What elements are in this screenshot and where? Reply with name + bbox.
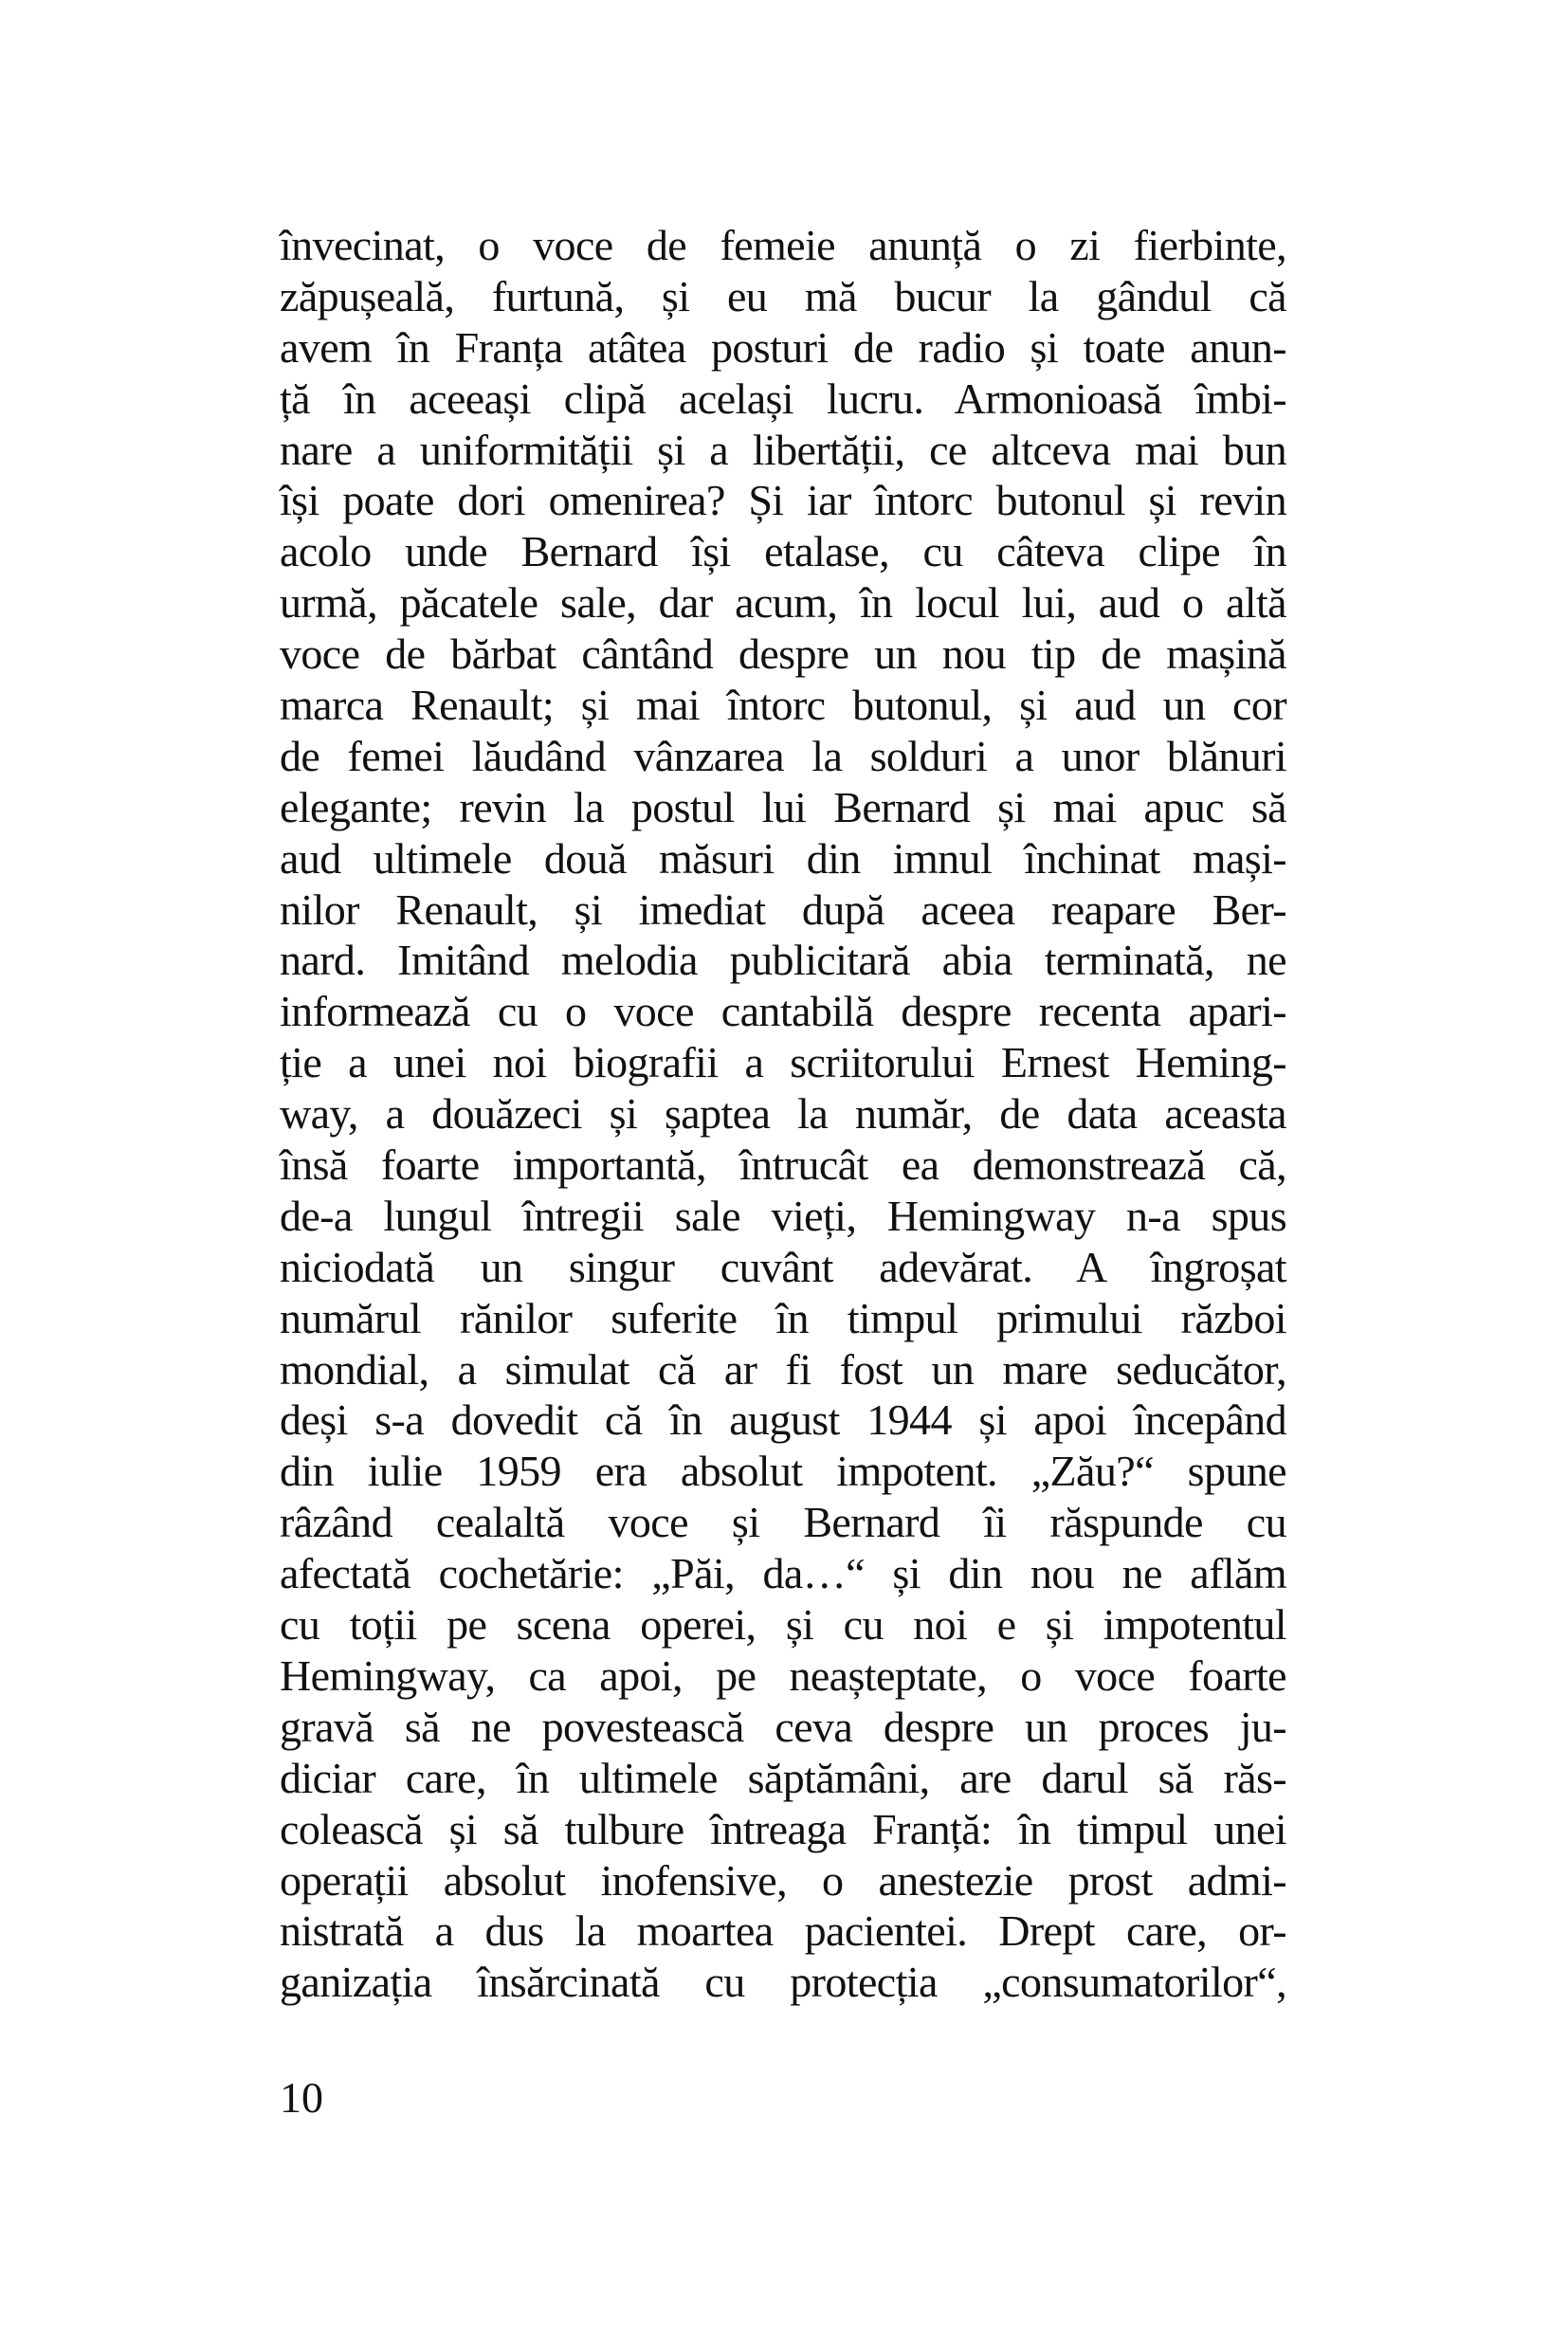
text-line: însă foarte importantă, întrucât ea demonstrează că, bbox=[280, 1140, 1286, 1190]
text-line: de-a lungul întregii sale vieți, Hemingway n-a spus bbox=[280, 1191, 1286, 1240]
text-line: gravă să ne povestească ceva despre un proces ju- bbox=[280, 1702, 1286, 1751]
text-line: urmă, păcatele sale, dar acum, în locul lui, aud o altă bbox=[280, 578, 1286, 628]
body-text bbox=[280, 220, 1286, 2008]
text-line: acolo unde Bernard își etalase, cu câteva clipe în bbox=[280, 527, 1286, 576]
text-line: învecinat, o voce de femeie anunță o zi fierbinte, bbox=[280, 221, 1286, 269]
text-line: nistrată a dus la moartea pacientei. Drept care, or- bbox=[280, 1906, 1286, 1956]
text-line: nard. Imitând melodia publicitară abia terminată, ne bbox=[280, 936, 1286, 985]
text-line: colească și să tulbure întreaga Franță: în timpul unei bbox=[280, 1804, 1286, 1853]
text-line: deși s-a dovedit că în august 1944 și apoi începând bbox=[280, 1395, 1286, 1445]
text-line: ganizația însărcinată cu protecția „consumatorilor“, bbox=[280, 1958, 1286, 2007]
text-line: numărul rănilor suferite în timpul primului război bbox=[280, 1293, 1286, 1342]
text-line: cu toții pe scena operei, și cu noi e și impotentul bbox=[280, 1600, 1286, 1650]
text-line: elegante; revin la postul lui Bernard și mai apuc să bbox=[280, 782, 1286, 831]
text-line: way, a douăzeci și șaptea la număr, de data aceasta bbox=[280, 1089, 1286, 1139]
text-line: informează cu o voce cantabilă despre recenta apari- bbox=[280, 987, 1286, 1036]
text-line: ță în aceeași clipă același lucru. Armonioasă îmbi- bbox=[280, 374, 1286, 423]
text-line: avem în Franța atâtea posturi de radio și toate anun- bbox=[280, 322, 1286, 372]
text-line: de femei lăudând vânzarea la solduri a unor blănuri bbox=[280, 731, 1286, 780]
text-line: marca Renault; și mai întorc butonul, și aud un cor bbox=[280, 681, 1286, 730]
page-number: 10 bbox=[280, 2073, 323, 2122]
text-line: mondial, a simulat că ar fi fost un mare seducător, bbox=[280, 1344, 1286, 1394]
text-line: afectată cochetărie: „Păi, da…“ și din nou ne aflăm bbox=[280, 1549, 1286, 1598]
text-line: nare a uniformității și a libertății, ce altceva mai bun bbox=[280, 425, 1286, 474]
text-line: râzând cealaltă voce și Bernard îi răspunde cu bbox=[280, 1498, 1286, 1547]
text-line: niciodată un singur cuvânt adevărat. A îngroșat bbox=[280, 1242, 1286, 1291]
text-line: din iulie 1959 era absolut impotent. „Zău?“ spune bbox=[280, 1447, 1286, 1496]
text-line: diciar care, în ultimele săptămâni, are darul să răs- bbox=[280, 1753, 1286, 1802]
text-line: ție a unei noi biografii a scriitorului Ernest Heming- bbox=[280, 1038, 1286, 1087]
text-line: zăpușeală, furtună, și eu mă bucur la gândul că bbox=[280, 271, 1286, 320]
text-line: voce de bărbat cântând despre un nou tip de mașină bbox=[280, 629, 1286, 679]
text-line: operații absolut inofensive, o anestezie prost admi- bbox=[280, 1855, 1286, 1905]
text-line: nilor Renault, și imediat după aceea reapare Ber- bbox=[280, 884, 1286, 934]
text-line: aud ultimele două măsuri din imnul închinat mași- bbox=[280, 833, 1286, 883]
text-line: Hemingway, ca apoi, pe neașteptate, o voce foarte bbox=[280, 1650, 1286, 1700]
text-line: își poate dori omenirea? Și iar întorc butonul și revin bbox=[280, 476, 1286, 525]
